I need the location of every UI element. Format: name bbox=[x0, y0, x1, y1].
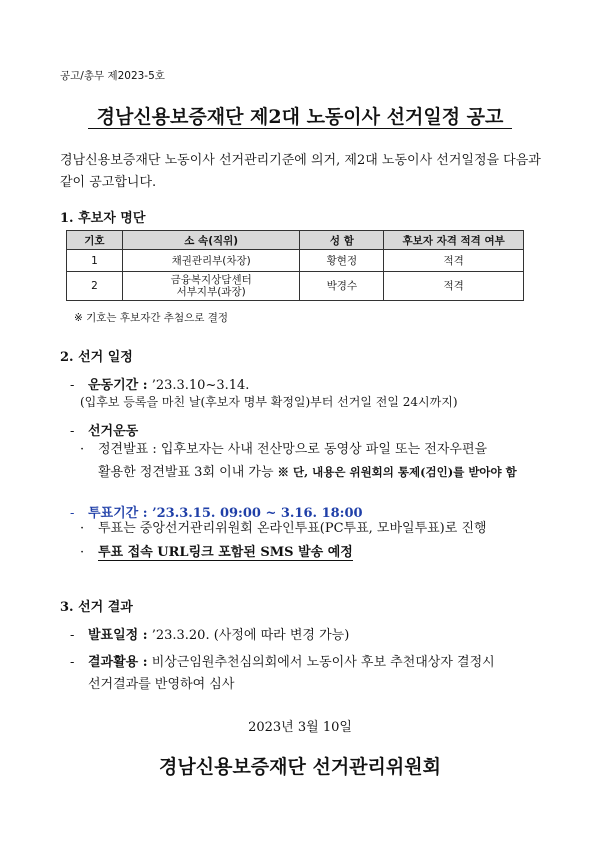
cell-number: 2 bbox=[67, 272, 123, 301]
vote-bullet-2-text: 투표 접속 URL링크 포함된 SMS 발송 예정 bbox=[98, 545, 353, 560]
page-title: 경남신용보증재단 제2대 노동이사 선거일정 공고 bbox=[96, 106, 504, 128]
section1-heading: 1. 후보자 명단 bbox=[60, 211, 146, 226]
cell-name: 박경수 bbox=[300, 272, 384, 301]
campaign-bullet-warning: ※ 단, 내용은 위원회의 통제(검인)를 받아야 함 bbox=[273, 465, 517, 479]
announce-label: 발표일정 : bbox=[88, 628, 148, 643]
table-row bbox=[67, 250, 524, 272]
cell-number: 1 bbox=[67, 250, 123, 272]
campaign-heading: - 선거운동 bbox=[70, 424, 139, 439]
campaign-heading-label: 선거운동 bbox=[88, 424, 139, 439]
campaign-bullet: · 정견발표 : 입후보자는 사내 전산망으로 동영상 파일 또는 전자우편을 활용한 정견발표 3회 이내 가능 ※ 단, 내용은 위원회의 통제(검인)를 받아야 함 bbox=[80, 442, 517, 480]
col-header-eligibility: 후보자 자격 적격 여부 bbox=[384, 231, 524, 250]
signature: 경남신용보증재단 선거관리위원회 bbox=[159, 756, 441, 778]
announce-schedule: - 발표일정 : ’23.3.20. (사정에 따라 변경 가능) bbox=[70, 628, 350, 643]
col-header-number: 기호 bbox=[67, 231, 123, 250]
cell-dept bbox=[122, 272, 300, 301]
announce-value: ’23.3.20. (사정에 따라 변경 가능) bbox=[147, 628, 350, 643]
cell-eligibility: 적격 bbox=[384, 272, 524, 301]
announcement-date: 2023년 3월 10일 bbox=[248, 720, 352, 735]
campaign-period-value: ’23.3.10~3.14. bbox=[147, 378, 250, 393]
campaign-period: - 운동기간 : ’23.3.10~3.14. bbox=[70, 378, 250, 393]
col-header-name: 성 함 bbox=[300, 231, 384, 250]
cell-name: 황현정 bbox=[300, 250, 384, 272]
table-note: ※ 기호는 후보자간 추첨으로 결정 bbox=[74, 312, 229, 324]
campaign-period-note: (입후보 등록을 마친 날(후보자 명부 확정일)부터 선거일 전일 24시까지) bbox=[80, 395, 458, 409]
intro-paragraph: 경남신용보증재단 노동이사 선거관리기준에 의거, 제2대 노동이사 선거일정을 다음과 같이 공고합니다. bbox=[60, 153, 541, 190]
table-header-row bbox=[67, 231, 524, 250]
use-value-line1: 비상근임원추천심의회에서 노동이사 후보 추천대상자 결정시 bbox=[147, 655, 495, 670]
section2-heading: 2. 선거 일정 bbox=[60, 350, 133, 365]
campaign-bullet-line1: 정견발표 : 입후보자는 사내 전산망으로 동영상 파일 또는 전자우편을 bbox=[98, 442, 488, 457]
col-header-dept: 소 속(직위) bbox=[122, 231, 300, 250]
section3-heading: 3. 선거 결과 bbox=[60, 600, 133, 615]
vote-bullet-1-text: 투표는 중앙선거관리위원회 온라인투표(PC투표, 모바일투표)로 진행 bbox=[98, 521, 487, 536]
use-label: 결과활용 : bbox=[88, 655, 148, 670]
candidate-table bbox=[66, 230, 524, 301]
title-underline bbox=[88, 128, 512, 129]
table-row bbox=[67, 272, 524, 301]
cell-dept-line2: 서부지부(과장) bbox=[176, 286, 246, 298]
cell-eligibility: 적격 bbox=[384, 250, 524, 272]
vote-period-text: 투표기간 : ’23.3.15. 09:00 ~ 3.16. 18:00 bbox=[88, 506, 363, 521]
vote-bullet-1: · 투표는 중앙선거관리위원회 온라인투표(PC투표, 모바일투표)로 진행 bbox=[80, 521, 487, 536]
vote-bullet-2: · 투표 접속 URL링크 포함된 SMS 발송 예정 bbox=[80, 545, 353, 560]
document-number: 공고/총무 제2023-5호 bbox=[60, 70, 165, 82]
cell-dept: 채권관리부(차장) bbox=[122, 250, 300, 272]
use-value-line2: 선거결과를 반영하여 심사 bbox=[88, 677, 235, 692]
campaign-period-label: 운동기간 : bbox=[88, 378, 148, 393]
campaign-bullet-line2: 활용한 정견발표 3회 이내 가능 bbox=[98, 465, 274, 480]
result-usage: - 결과활용 : 비상근임원추천심의회에서 노동이사 후보 추천대상자 결정시 선거결과를 반영하여 심사 bbox=[70, 652, 495, 696]
vote-period: - 투표기간 : ’23.3.15. 09:00 ~ 3.16. 18:00 bbox=[70, 506, 363, 521]
cell-dept-line1: 금융복지상담센터 bbox=[170, 274, 252, 286]
